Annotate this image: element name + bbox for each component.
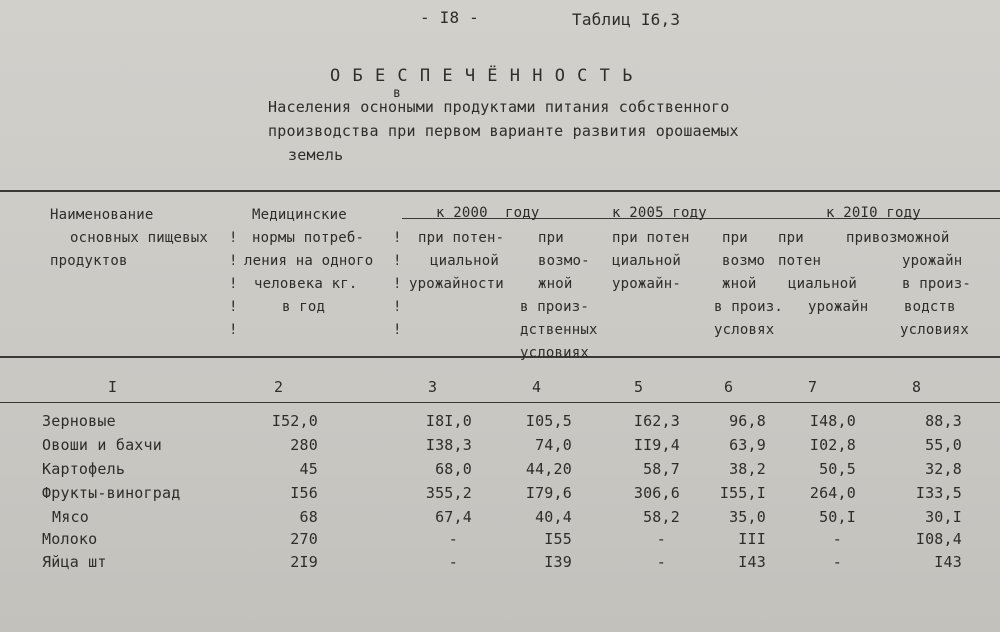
header-col3-line-1: при потен- xyxy=(418,230,505,246)
table-cell: 280 xyxy=(290,436,318,454)
table-cell: 55,0 xyxy=(925,436,962,454)
table-cell: 306,6 xyxy=(633,484,680,502)
table-cell: 38,2 xyxy=(729,460,766,478)
table-cell: 67,4 xyxy=(435,508,472,526)
header-bottom-rule xyxy=(0,356,1000,358)
table-cell: 74,0 xyxy=(535,436,572,454)
table-cell: I62,3 xyxy=(633,412,680,430)
row-label: Овоши и бахчи xyxy=(42,436,162,454)
table-cell: 50,I xyxy=(819,508,856,526)
separator-bang: ! xyxy=(229,230,238,246)
separator-bang: ! xyxy=(393,253,402,269)
table-cell: - xyxy=(448,530,458,548)
row-label: Фрукты-виноград xyxy=(42,484,181,502)
year-2010-heading: к 20I0 году xyxy=(826,205,921,221)
table-cell: 264,0 xyxy=(809,484,856,502)
separator-bang: ! xyxy=(393,299,402,315)
row-label: Картофель xyxy=(42,460,126,478)
table-cell: I8I,0 xyxy=(425,412,472,430)
table-cell: I02,8 xyxy=(809,436,856,454)
table-cell: - xyxy=(656,530,666,548)
subtitle-insert: в xyxy=(393,86,402,101)
header-col6-line-3: жной xyxy=(722,276,757,292)
row-label: Зерновые xyxy=(42,412,116,430)
table-cell: 270 xyxy=(290,530,318,548)
table-cell: 40,4 xyxy=(535,508,572,526)
separator-bang: ! xyxy=(229,299,238,315)
separator-bang: ! xyxy=(229,322,238,338)
header-col8-line-3: в произ- xyxy=(902,276,972,292)
table-cell: - xyxy=(448,553,458,571)
header-col7-line-2: потен xyxy=(778,253,822,269)
header-col5-line-3: урожайн- xyxy=(612,276,682,292)
header-col4-line-6: условиях xyxy=(520,345,590,361)
row-label: Мясо xyxy=(52,508,89,526)
column-number: 2 xyxy=(274,378,284,396)
table-cell: II9,4 xyxy=(633,436,680,454)
table-cell: 35,0 xyxy=(729,508,766,526)
row-label: Яйца шт xyxy=(42,553,107,571)
table-cell: I56 xyxy=(290,484,318,502)
column-number: 3 xyxy=(428,378,438,396)
header-col7-line-3: циальной xyxy=(788,276,858,292)
document-title: О Б Е С П Е Ч Ё Н Н О С Т Ь xyxy=(330,66,634,86)
year-2005-heading: к 2005 году xyxy=(612,205,707,221)
header-col1-line-2: основных пищевых xyxy=(70,230,209,246)
header-col8-line-4: водств xyxy=(904,299,956,315)
row-label: Молоко xyxy=(42,530,98,548)
table-cell: I38,3 xyxy=(425,436,472,454)
header-col3-line-2: циальной xyxy=(430,253,500,269)
table-cell: I43 xyxy=(738,553,766,571)
table-cell: - xyxy=(832,530,842,548)
table-cell: I55,I xyxy=(719,484,766,502)
table-cell: 96,8 xyxy=(729,412,766,430)
table-cell: 68,0 xyxy=(435,460,472,478)
header-col2-line-5: в год xyxy=(282,299,326,315)
table-cell: 50,5 xyxy=(819,460,856,478)
header-col5-line-1: при потен xyxy=(612,230,690,246)
header-col1-line-1: Наименование xyxy=(50,207,154,223)
header-col4-line-2: возмо- xyxy=(538,253,590,269)
header-col6-line-1: при xyxy=(722,230,748,246)
table-cell: I43 xyxy=(934,553,962,571)
table-cell: 58,7 xyxy=(643,460,680,478)
separator-bang: ! xyxy=(393,230,402,246)
table-cell: III xyxy=(738,530,766,548)
table-cell: 68 xyxy=(299,508,318,526)
header-col7-line-1: при xyxy=(778,230,804,246)
table-top-rule xyxy=(0,190,1000,192)
page-number: - I8 - xyxy=(420,8,479,27)
subtitle-line-1: Населения осноными продуктами питания собственного xyxy=(268,98,730,116)
header-col2-line-3: ления на одного xyxy=(244,253,374,269)
table-cell: 88,3 xyxy=(925,412,962,430)
header-col2-line-2: нормы потреб- xyxy=(252,230,365,246)
table-cell: I39 xyxy=(544,553,572,571)
table-cell: I48,0 xyxy=(809,412,856,430)
table-cell: 44,20 xyxy=(525,460,572,478)
column-numbers-rule xyxy=(0,402,1000,403)
header-col8-line-2: урожайн xyxy=(902,253,963,269)
header-col4-line-3: жной xyxy=(538,276,573,292)
column-number: 6 xyxy=(724,378,734,396)
table-cell: - xyxy=(832,553,842,571)
header-col2-line-1: Медицинские xyxy=(252,207,347,223)
header-col7-line-4: урожайн xyxy=(808,299,869,315)
table-cell: I08,4 xyxy=(915,530,962,548)
header-col6-line-2: возмо xyxy=(722,253,766,269)
header-col3-line-3: урожайности xyxy=(409,276,504,292)
table-cell: I52,0 xyxy=(271,412,318,430)
table-cell: I05,5 xyxy=(525,412,572,430)
header-col8-line-1: привозможной xyxy=(846,230,950,246)
table-cell: I33,5 xyxy=(915,484,962,502)
subtitle-line-3: земель xyxy=(288,146,344,164)
separator-bang: ! xyxy=(229,276,238,292)
header-col4-line-1: при xyxy=(538,230,564,246)
separator-bang: ! xyxy=(393,276,402,292)
subtitle-line-2: производства при первом варианте развития орошаемых xyxy=(268,122,739,140)
table-cell: 32,8 xyxy=(925,460,962,478)
column-number: 7 xyxy=(808,378,818,396)
separator-bang: ! xyxy=(393,322,402,338)
header-col4-line-4: в произ- xyxy=(520,299,590,315)
header-col2-line-4: человека кг. xyxy=(254,276,358,292)
table-cell: - xyxy=(656,553,666,571)
year-2000-heading: к 2000 году xyxy=(436,205,540,221)
column-number: 4 xyxy=(532,378,542,396)
separator-bang: ! xyxy=(229,253,238,269)
column-number: 5 xyxy=(634,378,644,396)
table-cell: 45 xyxy=(299,460,318,478)
header-col6-line-4: в произ. xyxy=(714,299,784,315)
table-cell: I79,6 xyxy=(525,484,572,502)
table-cell: 63,9 xyxy=(729,436,766,454)
table-cell: 58,2 xyxy=(643,508,680,526)
table-label: Таблиц I6,3 xyxy=(572,10,681,29)
column-number: I xyxy=(108,378,118,396)
header-col4-line-5: дственных xyxy=(520,322,598,338)
header-col5-line-2: циальной xyxy=(612,253,682,269)
column-number: 8 xyxy=(912,378,922,396)
header-col8-line-5: условиях xyxy=(900,322,970,338)
table-cell: I55 xyxy=(544,530,572,548)
table-cell: 30,I xyxy=(925,508,962,526)
table-cell: 355,2 xyxy=(425,484,472,502)
header-col6-line-5: условях xyxy=(714,322,775,338)
table-cell: 2I9 xyxy=(290,553,318,571)
header-col1-line-3: продуктов xyxy=(50,253,128,269)
